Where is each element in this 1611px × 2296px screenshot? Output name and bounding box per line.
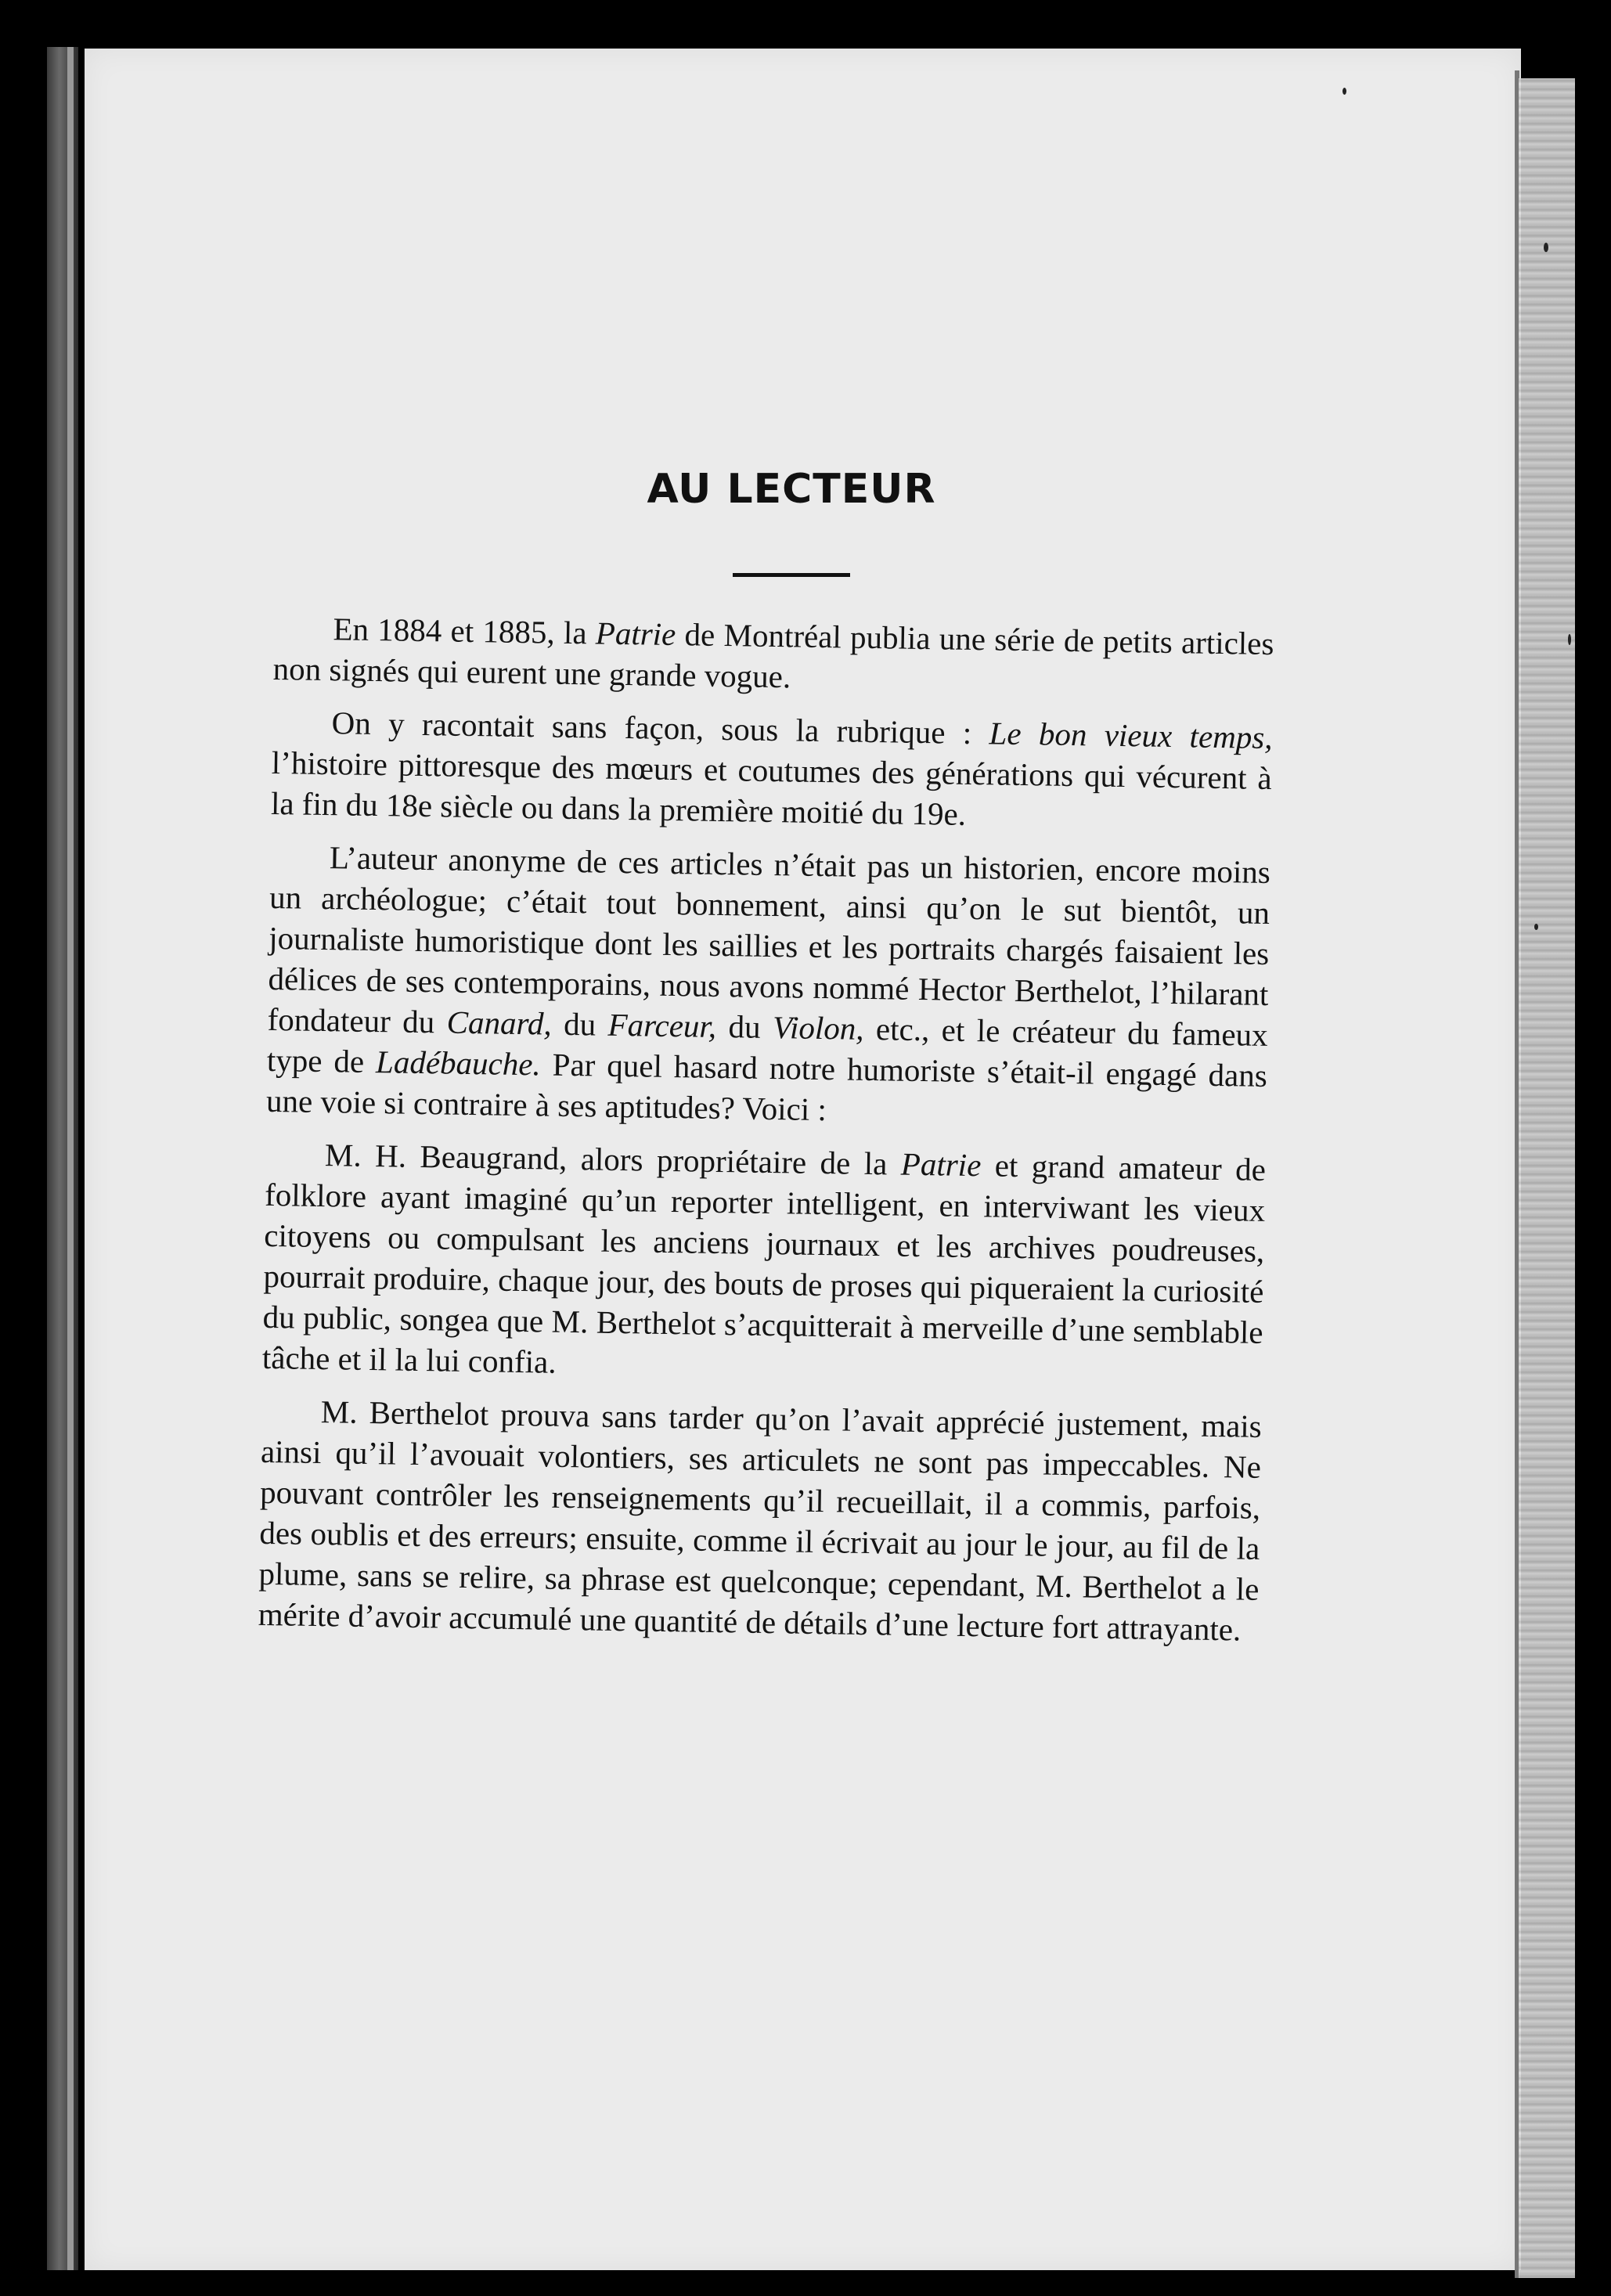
title-rule [733, 573, 850, 577]
italic-run: Canard, [446, 1004, 553, 1042]
body-paragraph [272, 607, 1274, 705]
text-run: M. Berthelot prouva sans tarder qu’on l’avait apprécié justement, mais ainsi qu’il l’avouait volontiers, ses articulets ne sont pas impeccables. Ne pouvant contrôler les renseignements qu’il recueillait, il a commis, parfois, des oublis et des erreurs; ensuite, comme il écrivait au jour le jour, au fil de la plume, sans se relire, sa phrase est quelconque; cependant, M. Berthelot a le mérite d’avoir accumulé une quantité de détails d’une lecture fort attrayante. [258, 1393, 1263, 1648]
text-run: L’auteur anonyme de ces articles n’était pas un historien, encore moins un archéologue; c’était tout bonnement, ainsi qu’on le sut bientôt, un journaliste humoristique dont les saillies et les portraits chargés faisaient les délices de ses contemporains, nous avons nommé Hector Berthelot, l’hilarant fondateur du [267, 839, 1271, 1040]
text-run: Par quel hasard notre humoriste s’était-il engagé dans une voie si contraire à ses aptitudes? Voici : [265, 1046, 1268, 1128]
left-binding-highlight [67, 47, 74, 2270]
page-title: AU LECTEUR [647, 466, 936, 513]
text-run: de Montréal publia une série de petits articles non signés qui eurent une grande vogue. [272, 616, 1274, 695]
italic-run: Patrie [900, 1145, 982, 1184]
scan-speck [1534, 924, 1538, 930]
text-run: En 1884 et 1885, la [333, 611, 596, 651]
body-paragraph [266, 836, 1271, 1137]
body-paragraph [262, 1134, 1267, 1393]
scan-speck [1342, 88, 1346, 95]
text-run: etc., et le créateur du fameux type de [266, 1010, 1268, 1080]
text-run: et grand amateur de folklore ayant imaginé qu’un reporter intelligent, en interviwant les vieux citoyens ou compulsant les anciens journaux et les archives poudreuses, pourrait produire, chaque jour, des bouts de proses qui piqueraient la curiosité du public, songea que M. Berthelot s’acquitterait à merveille d’une semblable tâche et il la lui confia. [261, 1147, 1267, 1380]
scan-speck [1544, 243, 1548, 252]
italic-run: Violon, [772, 1009, 864, 1047]
text-run: On y racontait sans façon, sous la rubrique : [331, 705, 989, 752]
body-text [258, 607, 1274, 1663]
text-run: M. H. Beaugrand, alors propriétaire de la [324, 1137, 902, 1182]
text-run: l’histoire pittoresque des mœurs et coutumes des générations qui vécurent à la fin du 18e siècle ou dans la première moitié du 19e. [270, 744, 1273, 832]
scan-speck [1568, 634, 1571, 645]
left-binding-edge [47, 47, 78, 2270]
body-paragraph [271, 701, 1273, 839]
italic-run: Farceur, [607, 1006, 717, 1044]
text-run: du [551, 1005, 608, 1043]
text-run: du [715, 1007, 773, 1046]
italic-run: Ladébauche. [375, 1043, 542, 1083]
italic-run: Patrie [595, 615, 676, 653]
body-paragraph [258, 1390, 1262, 1650]
italic-run: Le bon vieux temps, [989, 715, 1273, 756]
page-stack-edge [1519, 78, 1575, 2278]
